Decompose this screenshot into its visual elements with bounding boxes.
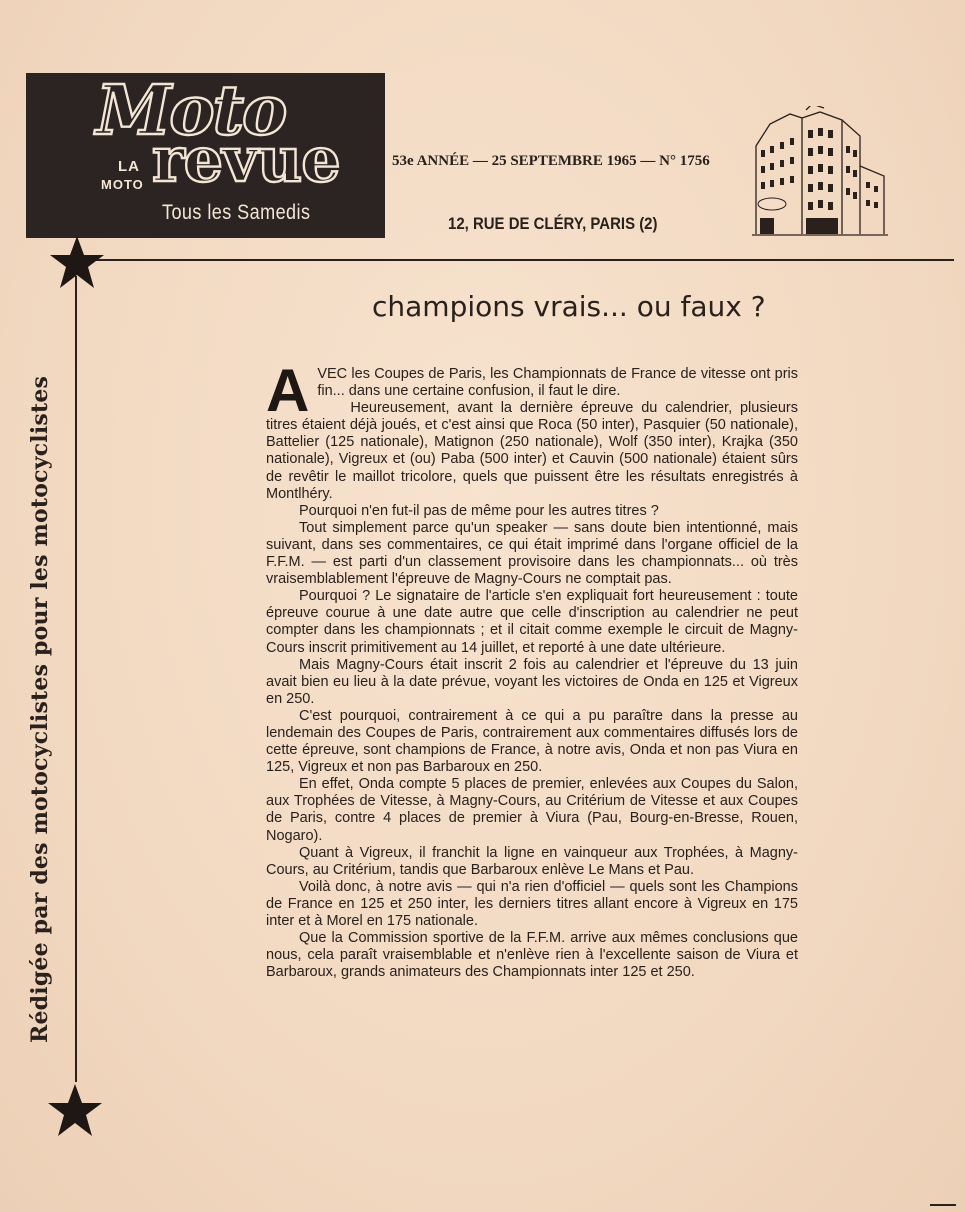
issue-info: 53e ANNÉE — 25 SEPTEMBRE 1965 — N° 1756 [392,153,710,169]
logo-la-word: LA [118,158,140,175]
building-illustration [750,106,890,240]
corner-mark [930,1204,956,1206]
sidebar-slogan: Rédigée par des motocyclistes pour les motocyclistes [27,375,53,1043]
article-paragraph: En effet, Onda compte 5 places de premier, enlevées aux Coupes du Salon, aux Trophées de Vitesse, à Magny-Cours, au Critérium de Vitesse et aux Coupes de Paris, contre 4 places de premier à Viura (Pau, Bourg-en-Bresse, Rouen, Nogaro). [266,776,798,844]
article-paragraph: Heureusement, avant la dernière épreuve du calendrier, plusieurs titres étaient déjà joués, et c'est ainsi que Roca (50 inter), Pasquier (50 nationale), Battelier (125 nationale), Matignon (250 nationale), Wolf (350 inter), Krajka (350 nationale), Vigreux et (ou) Paba (500 inter) et Cauvin (500 nationale) étaient sûrs de revêtir le maillot tricolore, quels que puissent être les résultats enregistrés à Montlhéry. [266,400,798,502]
article-paragraph: Pourquoi ? Le signataire de l'article s'en expliquait fort heureusement : toute épreuve courue à une date autre que celle d'inscription au calendrier ne peut compter dans les championnats ; et il citait comme exemple le circuit de Magny-Cours inscrit primitivement au 14 juillet, et reporté à une date ultérieure. [266,588,798,656]
article-paragraph: Que la Commission sportive de la F.F.M. arrive aux mêmes conclusions que nous, cela paraît vraisemblable et n'enlève rien à l'excellente saison de Viura et Barbaroux, grands animateurs des Championnats inter 125 et 250. [266,930,798,981]
sidebar-rule [75,276,77,1082]
publisher-address: 12, RUE DE CLÉRY, PARIS (2) [448,214,658,233]
masthead-logo-block [26,73,385,238]
star-icon [46,1082,104,1140]
article-paragraph: AVEC les Coupes de Paris, les Championnats de France de vitesse ont pris fin... dans une certaine confusion, il faut le dire. [266,357,798,424]
logo-moto-word: Moto [96,71,286,151]
star-icon [48,234,106,292]
drop-cap: A [266,357,310,424]
article-paragraph: Mais Magny-Cours était inscrit 2 fois au calendrier et l'épreuve du 13 juin avait bien eu lieu à la date prévue, voyant les victoires de Onda en 125 et Vigreux en 250. [266,656,798,707]
header-rule [80,259,954,261]
article-paragraph: Pourquoi n'en fut-il pas de même pour les autres titres ? [299,502,659,519]
article-paragraph: Voilà donc, à notre avis — qui n'a rien d'officiel — quels sont les Champions de France en 125 et 250 inter, les derniers titres allant encore à Vigreux en 175 inter et à Morel en 175 nationale. [266,878,798,929]
article-paragraph: C'est pourquoi, contrairement à ce qui a pu paraître dans la presse au lendemain des Coupes de Paris, contrairement aux commentaires diffusés lors de cette épreuve, sont champions de France, à notre avis, Onda et non pas Viura en 125, Vigreux et non pas Barbaroux en 250. [266,707,798,776]
article-body [266,357,798,981]
article-paragraph: Quant à Vigreux, il franchit la ligne en vainqueur aux Trophées, à Magny-Cours, au Critérium, tandis que Barbaroux enlève Le Mans et Pau. [266,844,798,878]
article-title: champions vrais... ou faux ? [372,290,766,323]
article-paragraph: Tout simplement parce qu'un speaker — sans doute bien intentionné, mais suivant, dans ses commentaires, ce qui était imprimé dans l'organe officiel de la F.F.M. — est parti d'un classement provisoire dans les championnats... où très vraisemblablement l'épreuve de Magny-Cours ne comptait pas. [266,519,798,588]
logo-moto-small-word: MOTO [101,177,144,192]
logo-revue-word: revue [152,123,340,196]
masthead-tagline: Tous les Samedis [162,201,311,224]
